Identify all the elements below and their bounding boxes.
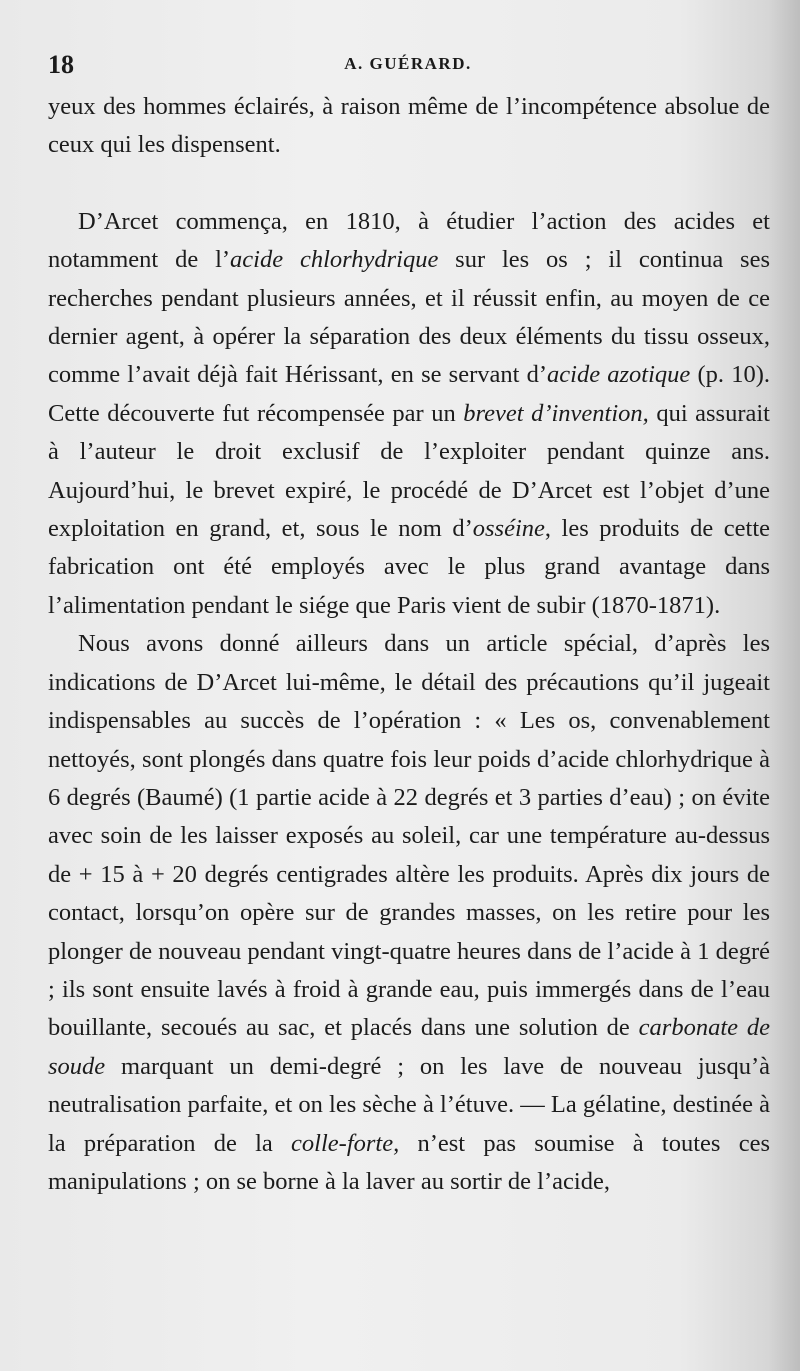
italic-term: colle-forte, xyxy=(291,1129,400,1157)
italic-term: osséine xyxy=(472,515,545,543)
running-head xyxy=(48,48,768,80)
text-segment: n’est pas soumise à toutes ces manipulations ; on se borne à la laver au sortir de l’acide, xyxy=(48,1129,770,1195)
page-number: 18 xyxy=(48,50,74,79)
paragraph-precautions xyxy=(48,625,770,1201)
paragraph-darcet xyxy=(48,203,770,625)
paragraph-continuation xyxy=(48,88,770,165)
italic-term: carbonate de soude xyxy=(48,1014,770,1080)
text-segment: sur les os ; il continua ses recherches pendant plusieurs années, et il réussit enfin, au moyen de ce dernier agent, à opérer la séparation des deux éléments du tissu osseux, comme l’avait déjà fait Hérissant, en se servant d’ xyxy=(48,246,771,389)
body-text xyxy=(48,88,770,1201)
text-segment: yeux des hommes éclairés, à raison même de l’incompétence absolue de ceux qui les dispensent. xyxy=(48,93,770,159)
text-segment: Nous avons donné ailleurs dans un article spécial, d’après les indications de D’Arcet lui-même, le détail des précautions qu’il jugeait indispensables au succès de l’opération : « Les os, convenablement nettoyés, sont plongés dans quatre fois leur poids d’acide chlorhydrique à 6 degrés (Baumé) (1 partie acide à 22 degrés et 3 parties d’eau) ; on évite avec soin de les laisser exposés au soleil, car une température au-dessus de + 15 à + 20 degrés centigrades altère les produits. Après dix jours de contact, lorsqu’on opère sur de grandes masses, on les retire pour les plonger de nouveau pendant vingt-quatre heures dans de l’acide à 1 degré ; ils sont ensuite lavés à froid à grande eau, puis immergés dans de l’eau bouillante, secoués au sac, et placés dans une solution de xyxy=(48,630,770,1042)
text-segment: D’Arcet commença, en 1810, à étudier l’action des acides et notamment de l’ xyxy=(48,207,770,274)
text-segment: , les produits de cette fabrication ont été employés avec le plus grand avantage dans l’alimentation pendant le siége que Paris vient de subir (1870-1871). xyxy=(48,515,770,619)
text-segment: qui assurait à l’auteur le droit exclusif de l’exploiter pendant quinze ans. Aujourd’hui, le brevet expiré, le procédé de D’Arcet est l’objet d’une exploitation en grand, et, sous le nom d’ xyxy=(48,399,770,543)
text-segment: (p. 10). Cette découverte fut récompensée par un xyxy=(48,361,770,427)
text-segment: marquant un demi-degré ; on les lave de nouveau jusqu’à neutralisation parfaite, et on les sèche à l’étuve. — La gélatine, destinée à la préparation de la xyxy=(48,1052,770,1157)
italic-term: acide chlorhydrique xyxy=(230,246,439,274)
running-head-author: A. GUÉRARD. xyxy=(344,54,472,73)
italic-term: brevet d’invention, xyxy=(463,399,649,427)
italic-term: acide azotique xyxy=(547,361,691,389)
